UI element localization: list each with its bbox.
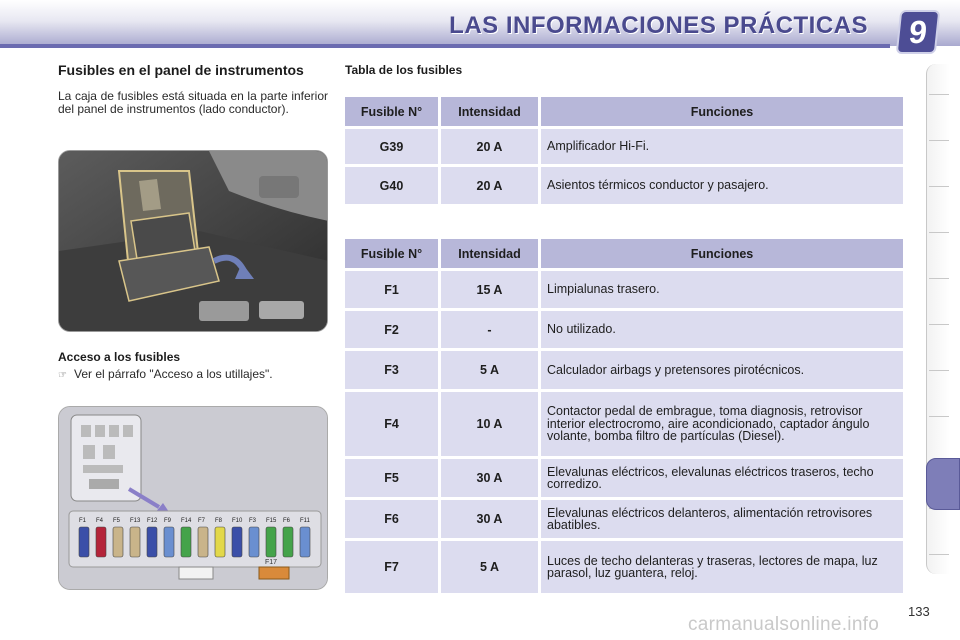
table-row: [345, 392, 903, 459]
header-fuse: Fusible N°: [345, 97, 441, 129]
intro-section: [58, 62, 328, 116]
fuse-mark: [283, 527, 293, 557]
tab-divider: [929, 94, 949, 95]
access-item-text: Ver el párrafo "Acceso a los utillajes".: [74, 367, 273, 381]
fuse-intensity: -: [441, 311, 541, 351]
table-row: [345, 129, 903, 167]
fuse-mark: [181, 527, 191, 557]
fuse-function: Limpialunas trasero.: [541, 271, 903, 311]
thumb-tab-active[interactable]: [926, 458, 960, 510]
fuse-box-diagram: [58, 406, 328, 590]
fuse-intensity: 20 A: [441, 167, 541, 207]
chapter-title: LAS INFORMACIONES PRÁCTICAS: [449, 12, 868, 39]
fuse-mark: [266, 527, 276, 557]
fuse-label: F11: [300, 518, 310, 524]
fuse-function: Amplificador Hi-Fi.: [541, 129, 903, 167]
fuse-label: F15: [266, 518, 277, 524]
header-rule: [0, 44, 890, 48]
table-header-row: [345, 239, 903, 271]
fuse-table-2: [345, 239, 903, 596]
watermark: carmanualsonline.info: [688, 614, 880, 635]
tab-divider: [929, 186, 949, 187]
dashboard-illustration: [59, 151, 328, 332]
tab-divider: [929, 416, 949, 417]
table-row: [345, 459, 903, 500]
fuse-function: Luces de techo delanteras y traseras, lectores de mapa, luz parasol, luz guantera, reloj.: [541, 541, 903, 596]
header-intensity: Intensidad: [441, 97, 541, 129]
fuse-number: F1: [345, 271, 441, 311]
fuse-label: F6: [283, 518, 291, 524]
fuse-number: F5: [345, 459, 441, 500]
fuse-mark: [130, 527, 140, 557]
fuse-mark: [249, 527, 259, 557]
fuse-intensity: 10 A: [441, 392, 541, 459]
fuse-label: F9: [164, 518, 172, 524]
fuse-function: Asientos térmicos conductor y pasajero.: [541, 167, 903, 207]
table-title: Tabla de los fusibles: [345, 63, 463, 77]
table-row: [345, 311, 903, 351]
fuse-intensity: 15 A: [441, 271, 541, 311]
header-functions: Funciones: [541, 97, 903, 129]
header-fuse: Fusible N°: [345, 239, 441, 271]
header-intensity: Intensidad: [441, 239, 541, 271]
fuse-intensity: 20 A: [441, 129, 541, 167]
fuse-mark: [215, 527, 225, 557]
fuse-label-extra: F17: [265, 559, 278, 566]
fuse-intensity: 30 A: [441, 500, 541, 541]
fuse-number: F3: [345, 351, 441, 392]
page-number: 133: [908, 604, 930, 619]
fuse-number: G40: [345, 167, 441, 207]
fuse-mark: [232, 527, 242, 557]
fuse-box-illustration: [59, 407, 328, 590]
fuse-function: Elevalunas eléctricos delanteros, alimentación retrovisores abatibles.: [541, 500, 903, 541]
fuse-label: F3: [249, 518, 257, 524]
intro-paragraph: La caja de fusibles está situada en la parte inferior del panel de instrumentos (lado conductor).: [58, 89, 328, 116]
fuse-label: F8: [215, 518, 223, 524]
tab-divider: [929, 140, 949, 141]
fuse-label: F1: [79, 518, 87, 524]
table-header-row: [345, 97, 903, 129]
access-item: [58, 367, 273, 381]
access-title: Acceso a los fusibles: [58, 350, 181, 364]
fuse-intensity: 5 A: [441, 541, 541, 596]
fuse-label: F13: [130, 518, 141, 524]
table-row: [345, 351, 903, 392]
chapter-number-badge: 9: [896, 10, 941, 54]
fuse-function: Calculador airbags y pretensores pirotécnicos.: [541, 351, 903, 392]
fuse-table-1: [345, 97, 903, 207]
tab-divider: [929, 278, 949, 279]
tab-divider: [929, 232, 949, 233]
section-title: Fusibles en el panel de instrumentos: [58, 62, 304, 78]
fuse-function: Elevalunas eléctricos, elevalunas eléctricos traseros, techo corredizo.: [541, 459, 903, 500]
header-functions: Funciones: [541, 239, 903, 271]
table-row: [345, 500, 903, 541]
tab-divider: [929, 324, 949, 325]
fuse-number: F2: [345, 311, 441, 351]
table-row: [345, 167, 903, 207]
fuse-mark: [198, 527, 208, 557]
fuse-mark: [300, 527, 310, 557]
fuse-function: No utilizado.: [541, 311, 903, 351]
fuse-label: F7: [198, 518, 206, 524]
fuse-mark: [79, 527, 89, 557]
table-row: [345, 271, 903, 311]
fuse-label: F4: [96, 518, 104, 524]
fuse-mark: [96, 527, 106, 557]
fuse-label: F5: [113, 518, 121, 524]
tab-divider: [929, 554, 949, 555]
fuse-number: F7: [345, 541, 441, 596]
fuse-mark: [147, 527, 157, 557]
fuse-mark: [113, 527, 123, 557]
pointer-icon: ☞: [58, 370, 67, 381]
fuse-number: F4: [345, 392, 441, 459]
tab-divider: [929, 370, 949, 371]
fuse-mark: [164, 527, 174, 557]
dashboard-photo: [58, 150, 328, 332]
fuse-label: F10: [232, 518, 243, 524]
table-row: [345, 541, 903, 596]
fuse-intensity: 5 A: [441, 351, 541, 392]
fuse-label: F12: [147, 518, 158, 524]
fuse-function: Contactor pedal de embrague, toma diagnosis, retrovisor interior electrocromo, aire acondicionado, captador ángulo volante, bomba filtro de partículas (Diesel).: [541, 392, 903, 459]
fuse-label: F14: [181, 518, 192, 524]
fuse-intensity: 30 A: [441, 459, 541, 500]
fuse-number: F6: [345, 500, 441, 541]
fuse-number: G39: [345, 129, 441, 167]
